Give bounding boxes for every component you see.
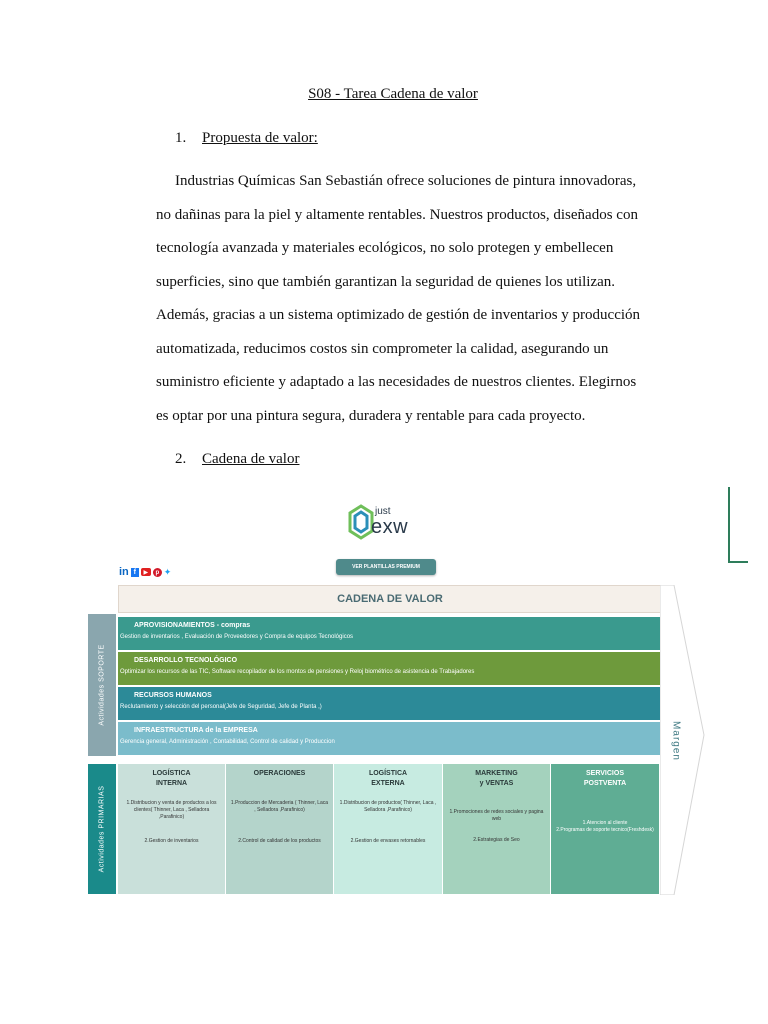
margin-marker [728, 487, 730, 563]
page-title: S08 - Tarea Cadena de valor [308, 86, 478, 102]
primary-activity-column [118, 764, 226, 894]
primary-activity-item: 1.Distribucion de productos( Thinner, Laca , Selladora ,Parafinico) [339, 800, 437, 813]
primary-activity-item: 2.Gestion de inventarios [144, 838, 199, 844]
primary-activity-item: 2.Estrategias de Seo [473, 837, 520, 843]
paragraph-line: Además, gracias a un sistema optimizado de gestión de inventarios y producción [156, 307, 641, 323]
section-number: 2. [175, 451, 187, 467]
primary-activity-title: MARKETING y VENTAS [475, 770, 518, 787]
section-number: 1. [175, 130, 187, 146]
primary-activity-item: 1.Distribucion y venta de productos a los clientes( Thinner, Laca , Selladora ,Parafinico) [126, 800, 217, 820]
value-proposition-paragraph [156, 173, 656, 433]
margin-label: Margen [670, 721, 682, 761]
primary-activity-column [443, 764, 551, 894]
value-chain-header: CADENA DE VALOR [118, 585, 662, 613]
support-activity-title: DESARROLLO TECNOLÓGICO [134, 657, 238, 664]
support-activity-row [118, 652, 660, 685]
primary-activity-item: 2.Control de calidad de los productos [238, 838, 321, 844]
support-activity-title: INFRAESTRUCTURA de la EMPRESA [134, 727, 258, 734]
paragraph-line: es optar por una pintura segura, duradera y rentable para cada proyecto. [156, 408, 586, 424]
support-activity-title: RECURSOS HUMANOS [134, 692, 212, 699]
support-activities-label: Actividades SOPORTE [88, 614, 116, 756]
primary-activity-column [226, 764, 334, 894]
support-activity-row [118, 687, 660, 720]
pinterest-icon[interactable]: p [153, 568, 162, 577]
support-activity-title: APROVISIONAMIENTOS - compras [134, 622, 251, 629]
paragraph-line: superficies, sino que también garantizan la seguridad de quienes los utilizan. [156, 274, 616, 290]
primary-activity-item: 1.Promociones de redes sociales y pagina web [449, 809, 544, 822]
linkedin-icon[interactable]: in [119, 566, 129, 578]
value-chain-figure [88, 496, 708, 901]
support-activity-description: Optimizar los recursos de las TIC, Software recopilador de los montos de pensiones y Reloj biométrico de asistencia de Trabajadores [120, 669, 475, 675]
paragraph-line: tecnología avanzada y materiales ecológicos, no solo protegen y embellecen [156, 240, 614, 256]
paragraph-line: no dañinas para la piel y altamente rentables. Nuestros productos, diseñados con [156, 207, 638, 223]
logo-small-text: just [375, 506, 391, 517]
primary-activities-label: Actividades PRIMARIAS [88, 764, 116, 894]
social-icons [119, 566, 171, 578]
support-activity-description: Gestion de inventarios , Evaluación de Proveedores y Compra de equipos Tecnológicos [120, 634, 354, 640]
twitter-icon[interactable]: ✦ [163, 567, 172, 577]
support-activity-description: Reclutamiento y selección del personal(Jefe de Seguridad, Jefe de Planta ,) [120, 704, 322, 710]
primary-activity-item: 2.Gestion de envases retornables [350, 838, 426, 844]
primary-activity-title: LOGÍSTICA INTERNA [152, 770, 191, 787]
support-activity-description: Gerencia general, Administración , Contabilidad, Control de calidad y Produccion [120, 739, 335, 745]
paragraph-line: suministro eficiente y adaptado a las necesidades de nuestros clientes. Elegirnos [156, 374, 637, 390]
primary-activity-column [551, 764, 660, 894]
primary-activity-column [334, 764, 443, 894]
paragraph-line: Industrias Químicas San Sebastián ofrece soluciones de pintura innovadoras, [175, 173, 637, 189]
section-label: Propuesta de valor: [202, 130, 318, 146]
support-activity-row [118, 722, 660, 755]
margin-marker [728, 561, 748, 563]
primary-activity-title: SERVICIOS POSTVENTA [583, 770, 627, 787]
primary-activity-title: LOGÍSTICA EXTERNA [368, 770, 408, 787]
youtube-icon[interactable]: ▶ [141, 568, 151, 576]
section-label: Cadena de valor [202, 451, 300, 467]
primary-activities-row [118, 764, 660, 894]
premium-templates-button[interactable]: VER PLANTILLAS PREMIUM [336, 559, 436, 575]
paragraph-line: automatizada, reducimos costos sin comprometer la calidad, asegurando un [156, 341, 609, 357]
primary-activity-title: OPERACIONES [253, 770, 306, 777]
facebook-icon[interactable]: f [131, 568, 139, 577]
support-activity-row [118, 617, 660, 650]
primary-activity-item: 1.Produccion de Mercaderia ( Thinner, Laca , Selladora ,Parafinico) [230, 800, 329, 813]
primary-activity-item: 1.Atencion al cliente 2.Programas de soporte tecnico(Freshdesk) [556, 820, 654, 833]
logo-main-text: exw [371, 516, 409, 538]
